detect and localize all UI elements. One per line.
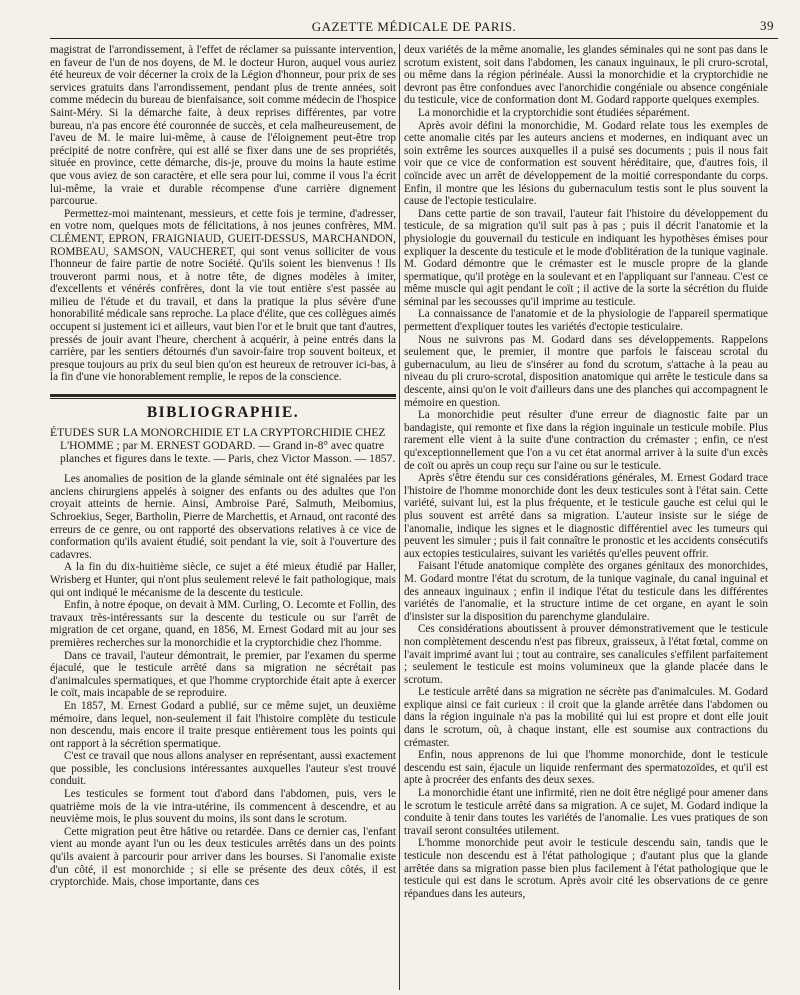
paragraph: Après s'être étendu sur ces considérations générales, M. Ernest Godard trace l'histoire de l'homme monorchide dont les deux testicules sont à l'état sain. Cette variété, suivant lui, est la plus fréquente, et le testicule gauche est celui qui le plus souvent est arrêté dans sa migration. L'auteur insiste sur le siége de l'anomalie, indique les signes et le diagnostic différentiel avec les tumeurs qui peuvent les simuler ; puis il fait connaître le pronostic et les accidents consécutifs aux ectopies testiculaires, suivant les variétés qu'elles peuvent offrir. bbox=[404, 472, 768, 560]
journal-title: GAZETTE MÉDICALE DE PARIS. bbox=[311, 19, 517, 34]
paragraph: Faisant l'étude anatomique complète des organes génitaux des monorchides, M. Godard montre l'état du scrotum, de la tunique vaginale, du canal inguinal et des anneaux inguinaux ; enfin il indique l'état du testicule dans les différentes variétés de l'anomalie, et la structure intime de cet organe, en ayant le soin d'insister sur la disposition du parenchyme glandulaire. bbox=[404, 560, 768, 623]
section-rule-thin bbox=[50, 398, 396, 399]
paragraph: L'homme monorchide peut avoir le testicule descendu sain, tandis que le testicule non descendu est à l'état pathologique ; d'autant plus que la glande arrêtée dans sa migration passe bien plus facilement à l'état pathologique que le testicule qui est dans le scrotum. Après avoir cité les observations de ce genre répandues dans les auteurs, bbox=[404, 837, 768, 900]
paragraph: Les anomalies de position de la glande séminale ont été signalées par les anciens chirurgiens appelés à soigner des enfants ou des adultes que l'on croyait atteints de hernie. Ainsi, Ambroise Paré, Salmuth, Meibomius, Schroekius, Seger, Bartholin, Pierre de Marchettis, et Arnaud, ont raconté des erreurs de ce genre, ou ont rapporté des observations relatives à ce vice de conformation qu'ils avaient étudié, soit pendant la vie, soit à l'ouverture des cadavres. bbox=[50, 473, 396, 561]
right-column bbox=[404, 44, 768, 990]
page-header bbox=[50, 16, 778, 39]
left-column bbox=[50, 44, 396, 990]
paragraph: C'est ce travail que nous allons analyser en représentant, aussi exactement que possible, les conclusions intéressantes auxquelles l'auteur s'est trouvé conduit. bbox=[50, 750, 396, 788]
paragraph: La connaissance de l'anatomie et de la physiologie de l'appareil spermatique permettent d'expliquer toutes les variétés d'ectopie testiculaire. bbox=[404, 308, 768, 334]
paragraph: Après avoir défini la monorchidie, M. Godard relate tous les exemples de cette anomalie cités par les auteurs anciens et modernes, en indiquant avec un soin extrême les sources auxquelles il a puisé ses documents ; puis il nous fait voir que ce vice de conformation est souvent héréditaire, que, d'autres fois, il coïncide avec un arrêt de développement de la moitié correspondante du corps. Enfin, il montre que les lésions du gubernaculum testis sont le plus souvent la cause de l'ectopie testiculaire. bbox=[404, 119, 768, 208]
paragraph: Ces considérations aboutissent à prouver démonstrativement que le testicule non complètement descendu n'est pas fibreux, graisseux, à l'état fœtal, comme on l'avait imprimé avant lui ; tout au contraire, ses canalicules s'effilent parfaitement ; seulement le testicule est moins volumineux que la glande placée dans le scrotum. bbox=[404, 623, 768, 686]
paragraph: La monorchidie peut résulter d'une erreur de diagnostic faite par un bandagiste, qui remonte et fixe dans la région inguinale un testicule mobile. Plus rarement elle vient à la suite d'une contraction du crémaster ; enfin, ce n'est qu'exceptionnellement que l'on a vu cet état anormal arriver à la suite d'un excès de coït ou après un coup reçu sur l'aine ou sur le testicule. bbox=[404, 409, 768, 472]
paragraph: Dans ce travail, l'auteur démontrait, le premier, par l'examen du sperme éjaculé, que le testicule arrêté dans sa migration ne sécrétait pas d'animalcules spermatiques, et que l'homme cryptorchide était apte à exercer le coït, mais incapable de se reproduire. bbox=[50, 649, 396, 700]
section-title: BIBLIOGRAPHIE. bbox=[146, 404, 300, 422]
paragraph: Le testicule arrêté dans sa migration ne sécrète pas d'animalcules. M. Godard explique ainsi ce fait curieux : il croit que la glande arrêtée dans l'abdomen ou dans la région inguinale n'a pas la mobilité qui lui est propre et dont elle jouit dans le scrotum, où, à chaque instant, elle est soumise aux contractions du crémaster. bbox=[404, 686, 768, 749]
section-rule-thick bbox=[50, 394, 396, 397]
paragraph: Cette migration peut être hâtive ou retardée. Dans ce dernier cas, l'enfant vient au monde ayant l'un ou les deux testicules arrêtés dans un des points qu'ils avaient à parcourir pour arriver dans les bourses. Si l'anomalie existe d'un côté, il est monorchide ; si elle se présente des deux côtés, il est cryptorchide. Mais, chose importante, dans ces bbox=[50, 825, 396, 889]
column-divider bbox=[399, 44, 400, 990]
book-heading: ÉTUDES SUR LA MONORCHIDIE ET LA CRYPTORCHIDIE CHEZ L'HOMME ; par M. ERNEST GODARD. — Grand in-8° avec quatre planches et figures dans le texte. — Paris, chez Victor Masson. — 1857. bbox=[50, 425, 396, 466]
paragraph: La monorchidie étant une infirmité, rien ne doit être négligé pour amener dans le scrotum le testicule arrêté dans sa migration. A ce sujet, M. Godard indique la conduite à tenir dans toutes les variétés de l'anomalie. Les vues pratiques de son travail seront consultées utilement. bbox=[404, 787, 768, 837]
paragraph: Permettez-moi maintenant, messieurs, et cette fois je termine, d'adresser, en votre nom, quelques mots de félicitations, à nos jeunes confrères, MM. CLÉMENT, EPRON, FRAIGNIAUD, GUEIT-DESSUS, MARCHANDON, ROMBEAU, SAMSON, VAUCHERET, qui sont venus solliciter de vous l'honneur de faire partie de notre Société. Qu'ils soient les bienvenus ! Ils trouveront parmi nous, et à notre tête, de dignes modèles à imiter, d'excellents et vénérés confrères, dont la vie tout entière s'est passée au milieu de l'étude et du travail, et dans la pratique la plus sévère d'une honorabilité médicale sans reproche. La place d'élite, que ces collègues aimés occupent si justement ici et ailleurs, vaut bien l'or et le bruit que tant d'autres, pressés de jouir avant l'heure, cherchent à acquérir, à peine entrés dans la carrière, par les sentiers détournés d'un savoir-faire trop souvent boiteux, et presque toujours au prix du seul bien qu'on est heureux de retrouver ici-bas, à la fin d'une vie honorablement remplie, le repos de la conscience. bbox=[50, 207, 396, 384]
paragraph: Les testicules se forment tout d'abord dans l'abdomen, puis, vers le quatrième mois de la vie intra-utérine, ils commencent à descendre, et au neuvième mois, le plus souvent du moins, ils sont dans le scrotum. bbox=[50, 788, 396, 826]
paragraph: Dans cette partie de son travail, l'auteur fait l'histoire du développement du testicule, de sa migration qu'il suit pas à pas ; puis il décrit l'anatomie et la physiologie du gouvernail du testicule en indiquant les hypothèses émises pour expliquer la descente du testicule et le mode d'oblitération de la tunique vaginale. M. Godard démontre que le crémaster est le muscle propre de la glande spermatique, qu'il protège en la soulevant et en l'appliquant sur l'anneau. C'est ce même muscle qui agit pendant le coït ; il active de la sorte la sécrétion du fluide séminal par les secousses qu'il imprime au testicule. bbox=[404, 207, 768, 308]
paragraph: deux variétés de la même anomalie, les glandes séminales qui ne sont pas dans le scrotum existent, soit dans l'abdomen, les canaux inguinaux, le pli cruro-scrotal, ou même dans la région périnéale. Aussi la monorchidie et la cryptorchidie ne devront pas être confondues avec l'anorchidie congéniale ou absence congéniale du testicule, vice de conformation dont M. Godard rapporte quelques exemples. bbox=[404, 44, 768, 107]
paragraph: Nous ne suivrons pas M. Godard dans ses développements. Rappelons seulement que, le premier, il montre que parfois le faisceau scrotal du gubernaculum, au lieu de s'insérer au fond du scrotum, s'attache à la peau au niveau du pli cruro-scrotal, disposition anatomique qui arrête le testicule dans sa descente, ainsi qu'on le voit d'ailleurs dans une des planches qui accompagnent le mémoire en question. bbox=[404, 333, 768, 409]
paragraph: En 1857, M. Ernest Godard a publié, sur ce même sujet, un deuxième mémoire, dans lequel, non-seulement il fait l'histoire complète du testicule non descendu, mais encore il traite presque entièrement tous les points qui ont rapport à la sécrétion spermatique. bbox=[50, 699, 396, 750]
page-number: 39 bbox=[760, 18, 774, 33]
paragraph: magistrat de l'arrondissement, à l'effet de réclamer sa puissante intervention, en faveur de l'un de nos doyens, de M. le docteur Huron, auquel vous auriez été heureux de voir décerner la croix de la Légion d'honneur, pour prix de ses services gratuits dans l'arrondissement, pendant plus de trente années, soit comme médecin du bureau de bienfaisance, soit comme médecin de l'hospice Saint-Méry. Si la démarche faite, à deux reprises différentes, par votre bureau, n'a pas encore été couronnée de succès, et cela malheureusement, de l'aveu de M. le maire lui-même, à cause de l'éloignement peut-être trop précipité de notre confrère, qui est allé se fixer dans une de ses propriétés, située en province, cette démarche, dis-je, prouve du moins la haute estime que vous aviez de son caractère, et elle sera pour lui, comme il vous l'a écrit lui-même, la vraie et durable récompense d'une carrière dignement parcourue. bbox=[50, 44, 396, 208]
paragraph: Enfin, à notre époque, on devait à MM. Curling, O. Lecomte et Follin, des travaux très-intéressants sur la descente du testicule ou sur l'arrêt de migration de cet organe, quand, en 1856, M. Ernest Godard mit au jour ses premières recherches sur la monorchidie et la cryptorchidie chez l'homme. bbox=[50, 599, 396, 649]
paragraph: La monorchidie et la cryptorchidie sont étudiées séparément. bbox=[418, 106, 690, 119]
paragraph: A la fin du dix-huitième siècle, ce sujet a été mieux étudié par Haller, Wrisberg et Hunter, qui n'ont plus seulement relevé le fait pathologique, mais qui ont indiqué le mécanisme de la descente du testicule. bbox=[50, 561, 396, 599]
paragraph: Enfin, nous apprenons de lui que l'homme monorchide, dont le testicule descendu est sain, éjacule un liquide renfermant des spermatozoïdes, et qu'il est apte à procréer des enfants des deux sexes. bbox=[404, 749, 768, 787]
